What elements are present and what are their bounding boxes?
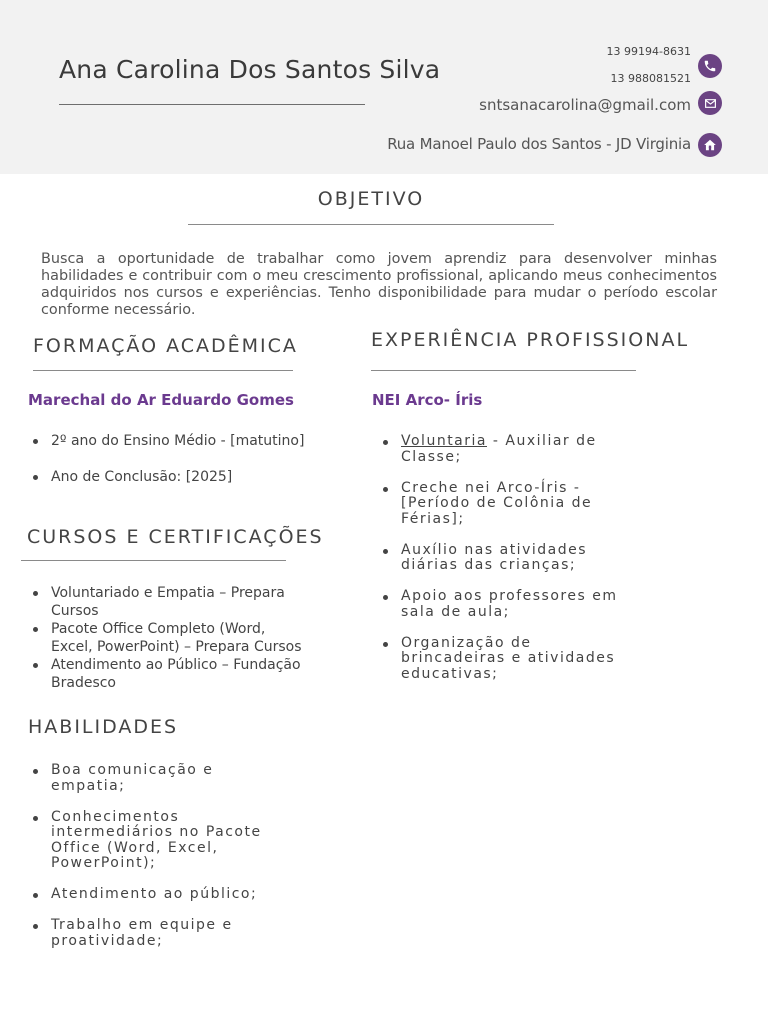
- list-item: Boa comunicação e empatia;: [28, 763, 268, 794]
- objetivo-heading: OBJETIVO: [317, 188, 425, 210]
- list-item: [378, 434, 623, 465]
- formacao-list: [28, 432, 308, 504]
- objetivo-divider: [188, 224, 554, 225]
- formacao-divider: [33, 370, 293, 371]
- experiencia-heading: EXPERIÊNCIA PROFISSIONAL: [371, 329, 690, 351]
- list-item: Voluntariado e Empatia – Prepara Cursos: [28, 584, 303, 620]
- email-address: sntsanacarolina@gmail.com: [479, 96, 691, 114]
- formacao-heading: FORMAÇÃO ACADÊMICA: [33, 335, 298, 357]
- company-name: NEI Arco- Íris: [372, 391, 483, 409]
- list-item: Atendimento ao público;: [28, 887, 268, 903]
- role-detail: - Auxiliar de Classe;: [401, 433, 597, 465]
- candidate-name: Ana Carolina Dos Santos Silva: [59, 55, 441, 84]
- list-item: Ano de Conclusão: [2025]: [28, 468, 308, 504]
- experiencia-list: [378, 434, 623, 698]
- list-item: Pacote Office Completo (Word, Excel, PowerPoint) – Prepara Cursos: [28, 620, 303, 656]
- list-item: Auxílio nas atividades diárias das crianças;: [378, 543, 623, 574]
- phone-primary: 13 99194-8631: [606, 45, 691, 58]
- name-divider: [59, 104, 365, 105]
- list-item: Creche nei Arco-Íris - [Período de Colônia de Férias];: [378, 481, 623, 528]
- list-item: Trabalho em equipe e proatividade;: [28, 918, 268, 949]
- list-item: Organização de brincadeiras e atividades educativas;: [378, 636, 623, 683]
- phone-secondary: 13 988081521: [610, 72, 691, 85]
- list-item: Conhecimentos intermediários no Pacote Office (Word, Excel, PowerPoint);: [28, 810, 268, 872]
- list-item: 2º ano do Ensino Médio - [matutino]: [28, 432, 308, 468]
- school-name: Marechal do Ar Eduardo Gomes: [28, 391, 294, 409]
- habilidades-heading: HABILIDADES: [28, 716, 179, 738]
- cursos-list: [28, 584, 303, 692]
- mail-icon: [698, 91, 722, 115]
- cursos-divider: [21, 560, 286, 561]
- home-icon: [698, 133, 722, 157]
- experiencia-divider: [371, 370, 636, 371]
- cursos-heading: CURSOS E CERTIFICAÇÕES: [27, 526, 324, 548]
- list-item: Atendimento ao Público – Fundação Bradesco: [28, 656, 303, 692]
- role-label: Voluntaria: [401, 433, 487, 449]
- objetivo-paragraph: Busca a oportunidade de trabalhar como jovem aprendiz para desenvolver minhas habilidades e contribuir com o meu crescimento profissional, aplicando meus conhecimentos adquiridos nos cursos e experiências. Tenho disponibilidade para mudar o período escolar conforme necessário.: [41, 251, 717, 318]
- phone-icon: [698, 54, 722, 78]
- list-item: Apoio aos professores em sala de aula;: [378, 589, 623, 620]
- habilidades-list: [28, 763, 268, 965]
- header-band: [0, 0, 768, 174]
- home-address: Rua Manoel Paulo dos Santos - JD Virginia: [387, 135, 691, 153]
